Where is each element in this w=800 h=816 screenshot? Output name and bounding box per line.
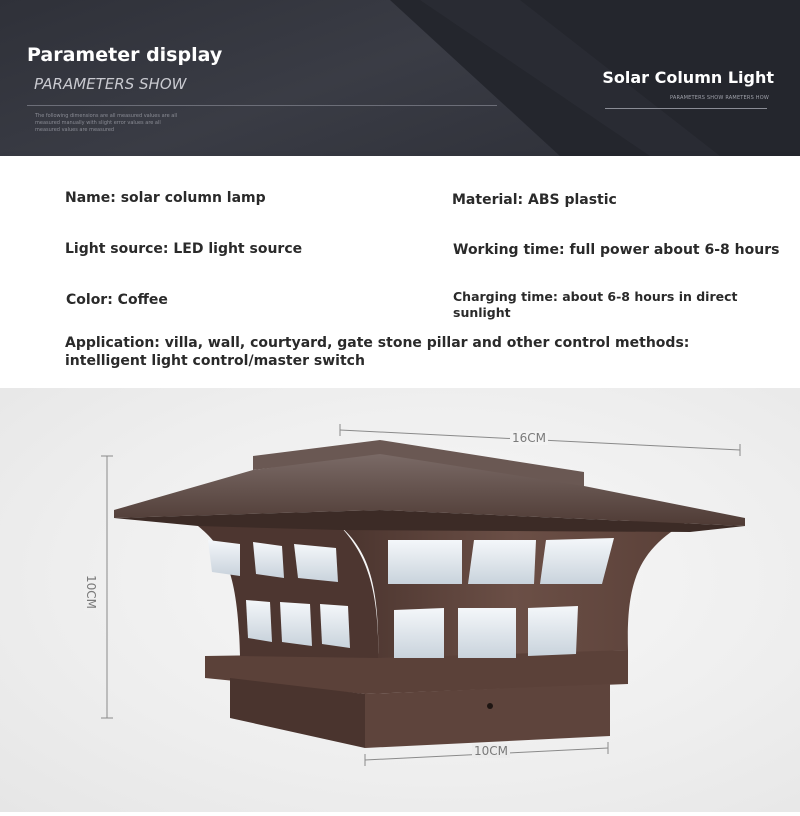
product-small-text: PARAMETERS SHOW RAMETERS HOW — [670, 95, 769, 101]
header-small-text: The following dimensions are all measured values are all measured manually with slight error values are all measured values are measured — [35, 113, 178, 133]
product-divider — [605, 108, 767, 109]
parameters-section — [0, 156, 800, 388]
header-banner — [0, 0, 800, 156]
param-material: Material: ABS plastic — [452, 192, 617, 208]
header-divider — [27, 105, 497, 106]
param-name: Name: solar column lamp — [65, 190, 266, 206]
param-application: Application: villa, wall, courtyard, gate stone pillar and other control methods: intelligent light control/master switch — [65, 335, 690, 369]
param-working-time: Working time: full power about 6-8 hours — [453, 242, 780, 258]
param-charging-time: Charging time: about 6-8 hours in direct sunlight — [453, 289, 738, 320]
dimension-label-height: 10CM — [84, 575, 98, 610]
product-title: Solar Column Light — [602, 68, 774, 87]
dimension-lines — [0, 388, 800, 812]
param-color: Color: Coffee — [66, 292, 168, 308]
param-light-source: Light source: LED light source — [65, 241, 303, 257]
product-photo-area — [0, 388, 800, 812]
header-subtitle: PARAMETERS SHOW — [34, 75, 187, 93]
dimension-label-width-base: 10CM — [474, 744, 509, 758]
header-title: Parameter display — [27, 44, 223, 66]
dimension-label-width-top: 16CM — [512, 431, 547, 445]
